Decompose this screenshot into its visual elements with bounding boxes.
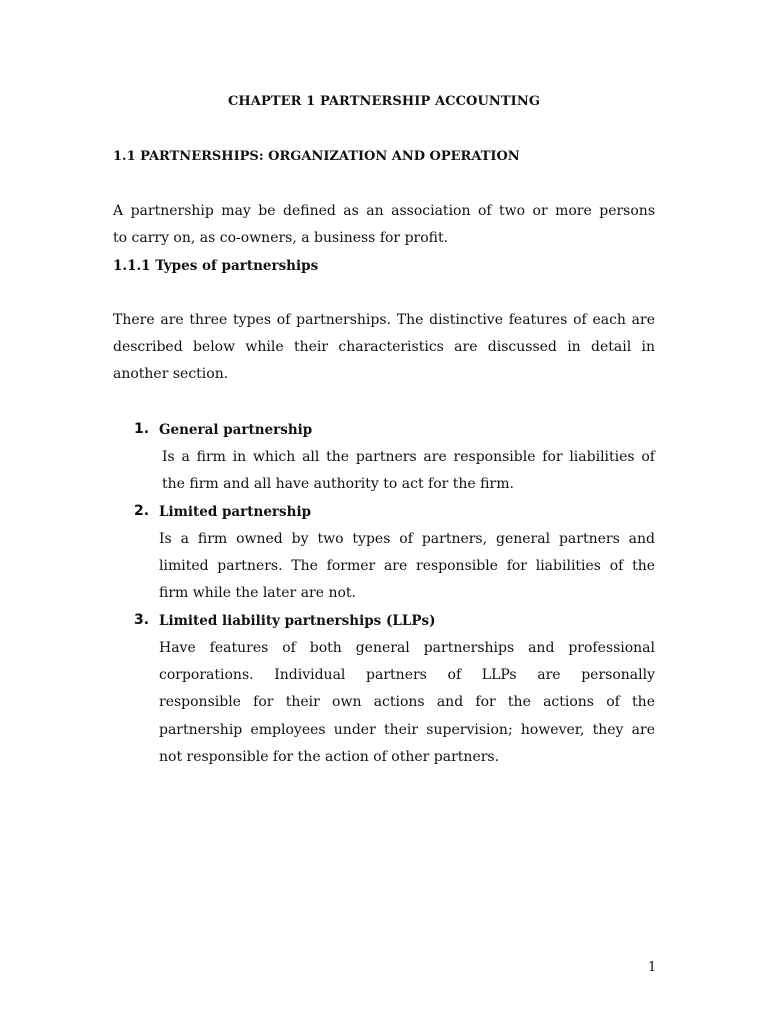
description-line: not responsible for the action of other partners. (159, 748, 500, 765)
description-line: Is a firm in which all the partners are responsible for liabilities of (162, 449, 655, 465)
list-item-title: Limited liability partnerships (LLPs) (159, 613, 436, 629)
list-item-description (159, 526, 655, 608)
description-line: Is a firm owned by two types of partners, general partners and (159, 531, 655, 547)
description-line: partnership employees under their supervision; however, they are (159, 721, 655, 738)
definition-paragraph (113, 198, 655, 252)
description-line: Have features of both general partnerships and professional (159, 640, 655, 656)
list-item-description (159, 635, 655, 771)
list-item-number: 1. (134, 421, 150, 437)
list-item-number: 2. (134, 503, 150, 519)
paragraph-line: to carry on, as co-owners, a business for profit. (113, 230, 449, 246)
paragraph-line: another section. (113, 366, 229, 382)
paragraph-line: described below while their characteristics are discussed in detail in (113, 339, 655, 355)
page-number: 1 (648, 960, 657, 975)
description-line: firm while the later are not. (159, 585, 356, 602)
description-line: limited partners. The former are responsible for liabilities of the (159, 558, 655, 575)
description-line: responsible for their own actions and for the actions of the (159, 694, 655, 711)
list-item-description (162, 444, 655, 498)
paragraph-line: A partnership may be defined as an association of two or more persons (113, 203, 655, 219)
subsection-heading: 1.1.1 Types of partnerships (113, 258, 319, 274)
intro-paragraph (113, 307, 655, 388)
section-heading: 1.1 PARTNERSHIPS: ORGANIZATION AND OPERATION (113, 149, 520, 164)
description-line: the firm and all have authority to act for the firm. (162, 476, 514, 493)
chapter-title: CHAPTER 1 PARTNERSHIP ACCOUNTING (227, 94, 541, 109)
list-item-number: 3. (134, 612, 150, 628)
paragraph-line: There are three types of partnerships. The distinctive features of each are (113, 312, 655, 328)
list-item-title: General partnership (159, 422, 313, 438)
list-item-title: Limited partnership (159, 504, 312, 520)
description-line: corporations. Individual partners of LLPs are personally (159, 667, 655, 684)
